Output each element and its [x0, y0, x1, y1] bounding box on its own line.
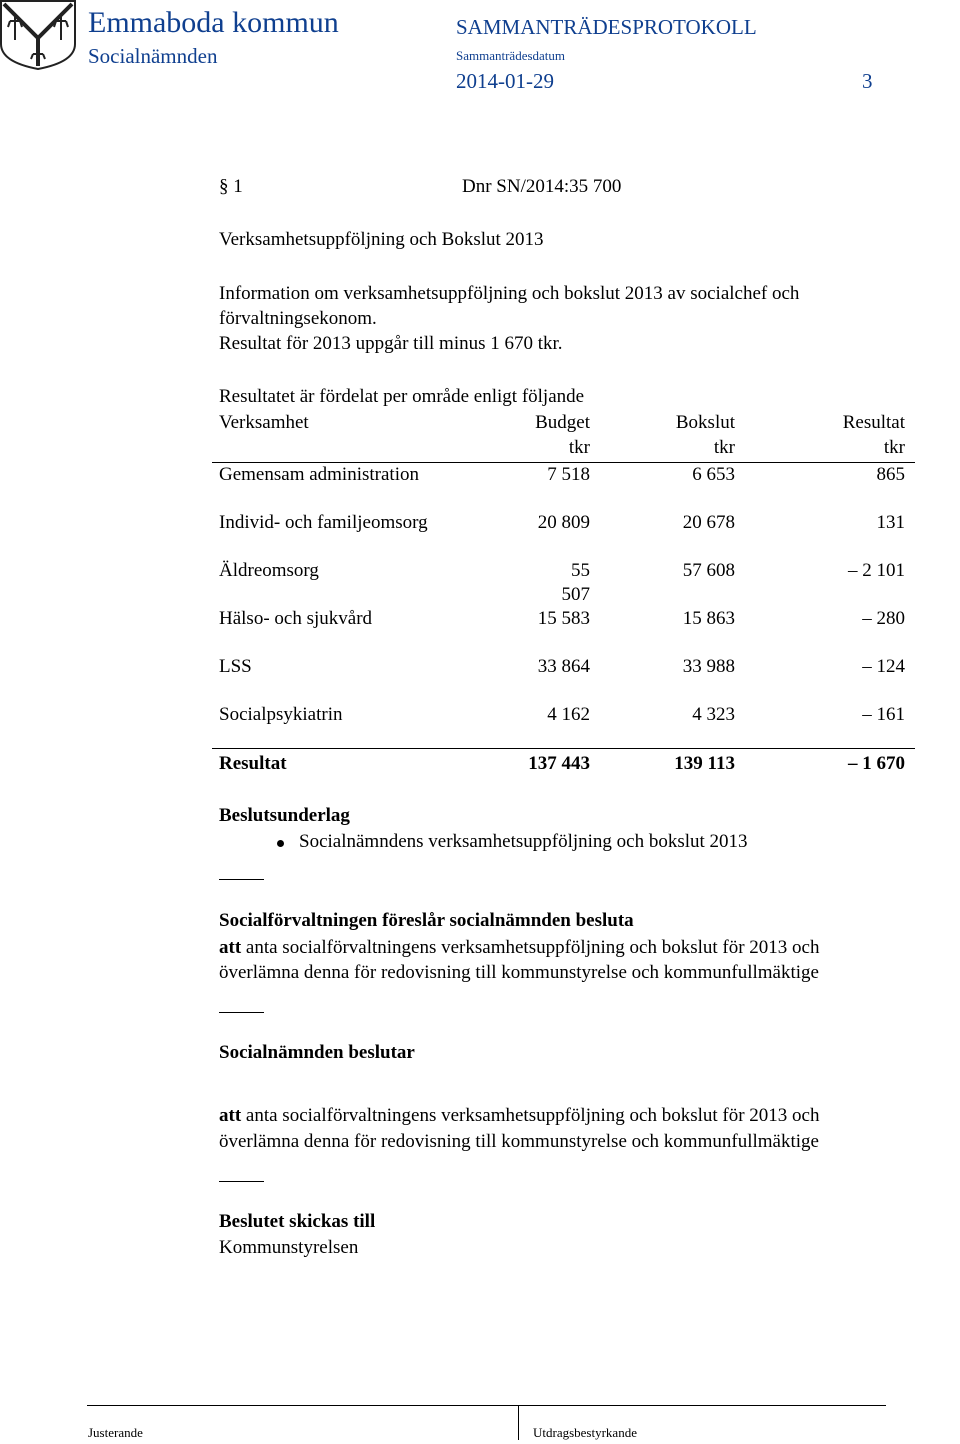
row-result: 131: [876, 512, 905, 533]
column-header-area: Verksamhet: [219, 412, 309, 433]
row-budget: 55: [571, 560, 590, 581]
table-total-rule: [212, 748, 915, 749]
municipality-name: Emmaboda kommun: [88, 6, 339, 39]
column-unit-budget: tkr: [568, 437, 590, 458]
row-result: 865: [876, 464, 905, 485]
footer-utdragsbestyrkande: Utdragsbestyrkande: [533, 1425, 637, 1440]
column-header-budget: Budget: [535, 412, 590, 433]
item-title: Verksamhetsuppföljning och Bokslut 2013: [219, 229, 544, 250]
total-bokslut: 139 113: [674, 753, 735, 774]
basis-heading: Beslutsunderlag: [219, 805, 350, 826]
page-number: 3: [862, 69, 873, 93]
row-area: Hälso- och sjukvård: [219, 608, 373, 629]
section-divider: [219, 1181, 264, 1182]
decision-heading: Socialnämnden beslutar: [219, 1042, 415, 1063]
row-budget: 15 583: [537, 608, 590, 629]
basis-item: Socialnämndens verksamhetsuppföljning och bokslut 2013: [299, 831, 748, 852]
info-line-2: förvaltningsekonom.: [219, 308, 377, 329]
sent-to-heading: Beslutet skickas till: [219, 1211, 376, 1232]
footer-divider: [518, 1406, 519, 1440]
decision-line-2: överlämna denna för redovisning till kommunstyrelse och kommunfullmäktige: [219, 1131, 819, 1152]
proposal-heading: Socialförvaltningen föreslår socialnämnden besluta: [219, 910, 634, 931]
column-unit-bokslut: tkr: [713, 437, 735, 458]
info-line-3: Resultat för 2013 uppgår till minus 1 670 tkr.: [219, 333, 563, 354]
row-area: Gemensam administration: [219, 464, 419, 485]
row-area: Individ- och familjeomsorg: [219, 512, 428, 533]
committee-name: Socialnämnden: [88, 44, 218, 68]
row-area: LSS: [219, 656, 252, 677]
row-bokslut: 15 863: [682, 608, 735, 629]
row-budget: 7 518: [547, 464, 590, 485]
info-line-1: Information om verksamhetsuppföljning och bokslut 2013 av socialchef och: [219, 283, 800, 304]
row-bokslut: 57 608: [682, 560, 735, 581]
proposal-line-2: överlämna denna för redovisning till kommunstyrelse och kommunfullmäktige: [219, 962, 819, 983]
row-result: – 280: [862, 608, 905, 629]
row-budget: 4 162: [547, 704, 590, 725]
att-keyword: att: [219, 1105, 242, 1126]
case-number: Dnr SN/2014:35 700: [462, 176, 622, 197]
section-divider: [219, 1012, 264, 1013]
document-type: SAMMANTRÄDESPROTOKOLL: [456, 15, 757, 39]
meeting-date-label: Sammanträdesdatum: [456, 48, 566, 63]
column-header-bokslut: Bokslut: [675, 412, 735, 433]
table-header-rule: [212, 462, 915, 463]
row-budget: 33 864: [537, 656, 590, 677]
table-heading: Resultatet är fördelat per område enligt följande: [219, 386, 585, 407]
municipality-logo: [0, 0, 80, 70]
footer-justerande: Justerande: [88, 1425, 143, 1440]
row-bokslut: 20 678: [682, 512, 735, 533]
proposal-text-1: anta socialförvaltningens verksamhetsuppföljning och bokslut för 2013 och: [245, 937, 820, 958]
column-header-result: Resultat: [842, 412, 905, 433]
row-budget: 20 809: [537, 512, 590, 533]
sent-to-recipient: Kommunstyrelsen: [219, 1237, 359, 1258]
att-keyword: att: [219, 937, 242, 958]
column-unit-result: tkr: [883, 437, 905, 458]
row-result: – 161: [862, 704, 905, 725]
row-result: – 2 101: [848, 560, 905, 581]
bullet-icon: [277, 840, 284, 847]
row-budget-continued: 507: [561, 584, 590, 605]
section-divider: [219, 879, 264, 880]
proposal-line-1: [219, 937, 819, 959]
total-result: – 1 670: [848, 753, 905, 774]
meeting-date: 2014-01-29: [456, 69, 554, 93]
decision-line-1: [219, 1105, 819, 1127]
row-area: Socialpsykiatrin: [219, 704, 343, 725]
total-label: Resultat: [219, 753, 287, 774]
row-area: Äldreomsorg: [219, 560, 319, 581]
footer-rule: [87, 1405, 886, 1406]
decision-text-1: anta socialförvaltningens verksamhetsuppföljning och bokslut för 2013 och: [245, 1105, 820, 1126]
row-bokslut: 4 323: [692, 704, 735, 725]
section-number: § 1: [219, 176, 243, 197]
row-bokslut: 6 653: [692, 464, 735, 485]
row-bokslut: 33 988: [682, 656, 735, 677]
total-budget: 137 443: [528, 753, 590, 774]
row-result: – 124: [862, 656, 905, 677]
